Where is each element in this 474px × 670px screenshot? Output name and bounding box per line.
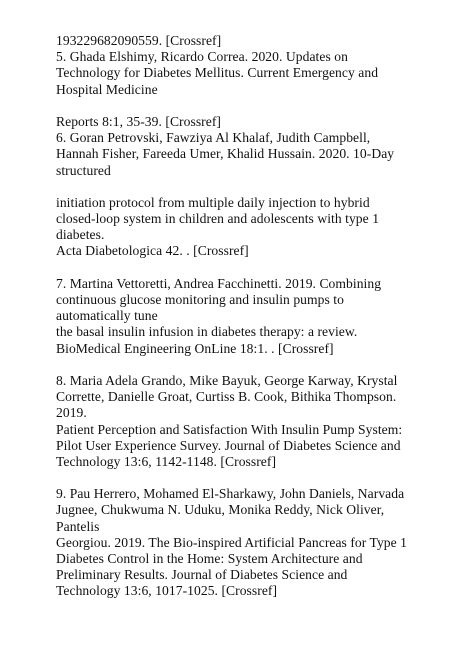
- paragraph-gap: [56, 179, 466, 195]
- ref-6-line-5: closed-loop system in children and adolescents with type 1: [56, 211, 380, 227]
- ref-6-line-7: Acta Diabetologica 42. . [Crossref]: [56, 243, 249, 259]
- ref-5-line-4: Reports 8:1, 35-39. [Crossref]: [56, 113, 221, 129]
- ref-9-line-7: Technology 13:6, 1017-1025. [Crossref]: [56, 583, 278, 599]
- ref-4-tail-line: 193229682090559. [Crossref]: [56, 33, 222, 48]
- paragraph-gap: [56, 470, 466, 486]
- ref-9-line-6: Preliminary Results. Journal of Diabetes Science and: [56, 567, 348, 583]
- ref-6-line-1: 6. Goran Petrovski, Fawziya Al Khalaf, Judith Campbell,: [56, 130, 371, 146]
- ref-8-line-5: Pilot User Experience Survey. Journal of Diabetes Science and: [56, 437, 401, 453]
- ref-9-line-4: Georgiou. 2019. The Bio-inspired Artificial Pancreas for Type 1: [56, 534, 408, 550]
- ref-5-line-1: 5. Ghada Elshimy, Ricardo Correa. 2020. Updates on: [56, 49, 348, 65]
- ref-9-line-1: 9. Pau Herrero, Mohamed El-Sharkawy, John Daniels, Narvada: [56, 486, 405, 502]
- paragraph-gap: [56, 260, 466, 276]
- ref-6-line-2: Hannah Fisher, Fareeda Umer, Khalid Hussain. 2020. 10-Day: [56, 146, 395, 162]
- ref-5-line-3: Hospital Medicine: [56, 81, 158, 97]
- ref-6-line-6: diabetes.: [56, 227, 105, 243]
- reference-list-page: [56, 33, 466, 600]
- ref-7-line-2: continuous glucose monitoring and insulin pumps to: [56, 292, 344, 307]
- ref-9-line-5: Diabetes Control in the Home: System Architecture and: [56, 551, 363, 566]
- paragraph-gap: [56, 357, 466, 373]
- ref-9-line-2: Jugnee, Chukwuma N. Uduku, Monika Reddy, Nick Oliver,: [56, 502, 385, 518]
- ref-7-line-3: automatically tune: [56, 308, 158, 324]
- ref-8-line-4: Patient Perception and Satisfaction With Insulin Pump System:: [56, 421, 403, 437]
- ref-7-line-4: the basal insulin infusion in diabetes therapy: a review.: [56, 324, 358, 340]
- ref-5-line-2: Technology for Diabetes Mellitus. Current Emergency and: [56, 65, 379, 81]
- paragraph-gap: [56, 98, 466, 114]
- ref-8-line-6: Technology 13:6, 1142-1148. [Crossref]: [56, 453, 277, 469]
- ref-9-line-3: Pantelis: [56, 518, 100, 534]
- ref-7-line-5: BioMedical Engineering OnLine 18:1. . [Crossref]: [56, 340, 334, 356]
- ref-8-line-3: 2019.: [56, 405, 87, 421]
- ref-8-line-2: Corrette, Danielle Groat, Curtiss B. Cook, Bithika Thompson.: [56, 389, 397, 405]
- ref-6-line-4: initiation protocol from multiple daily injection to hybrid: [56, 194, 370, 210]
- ref-7-line-1: 7. Martina Vettoretti, Andrea Facchinetti. 2019. Combining: [56, 275, 382, 291]
- ref-6-line-3: structured: [56, 162, 111, 178]
- ref-8-line-1: 8. Maria Adela Grando, Mike Bayuk, George Karway, Krystal: [56, 372, 398, 388]
